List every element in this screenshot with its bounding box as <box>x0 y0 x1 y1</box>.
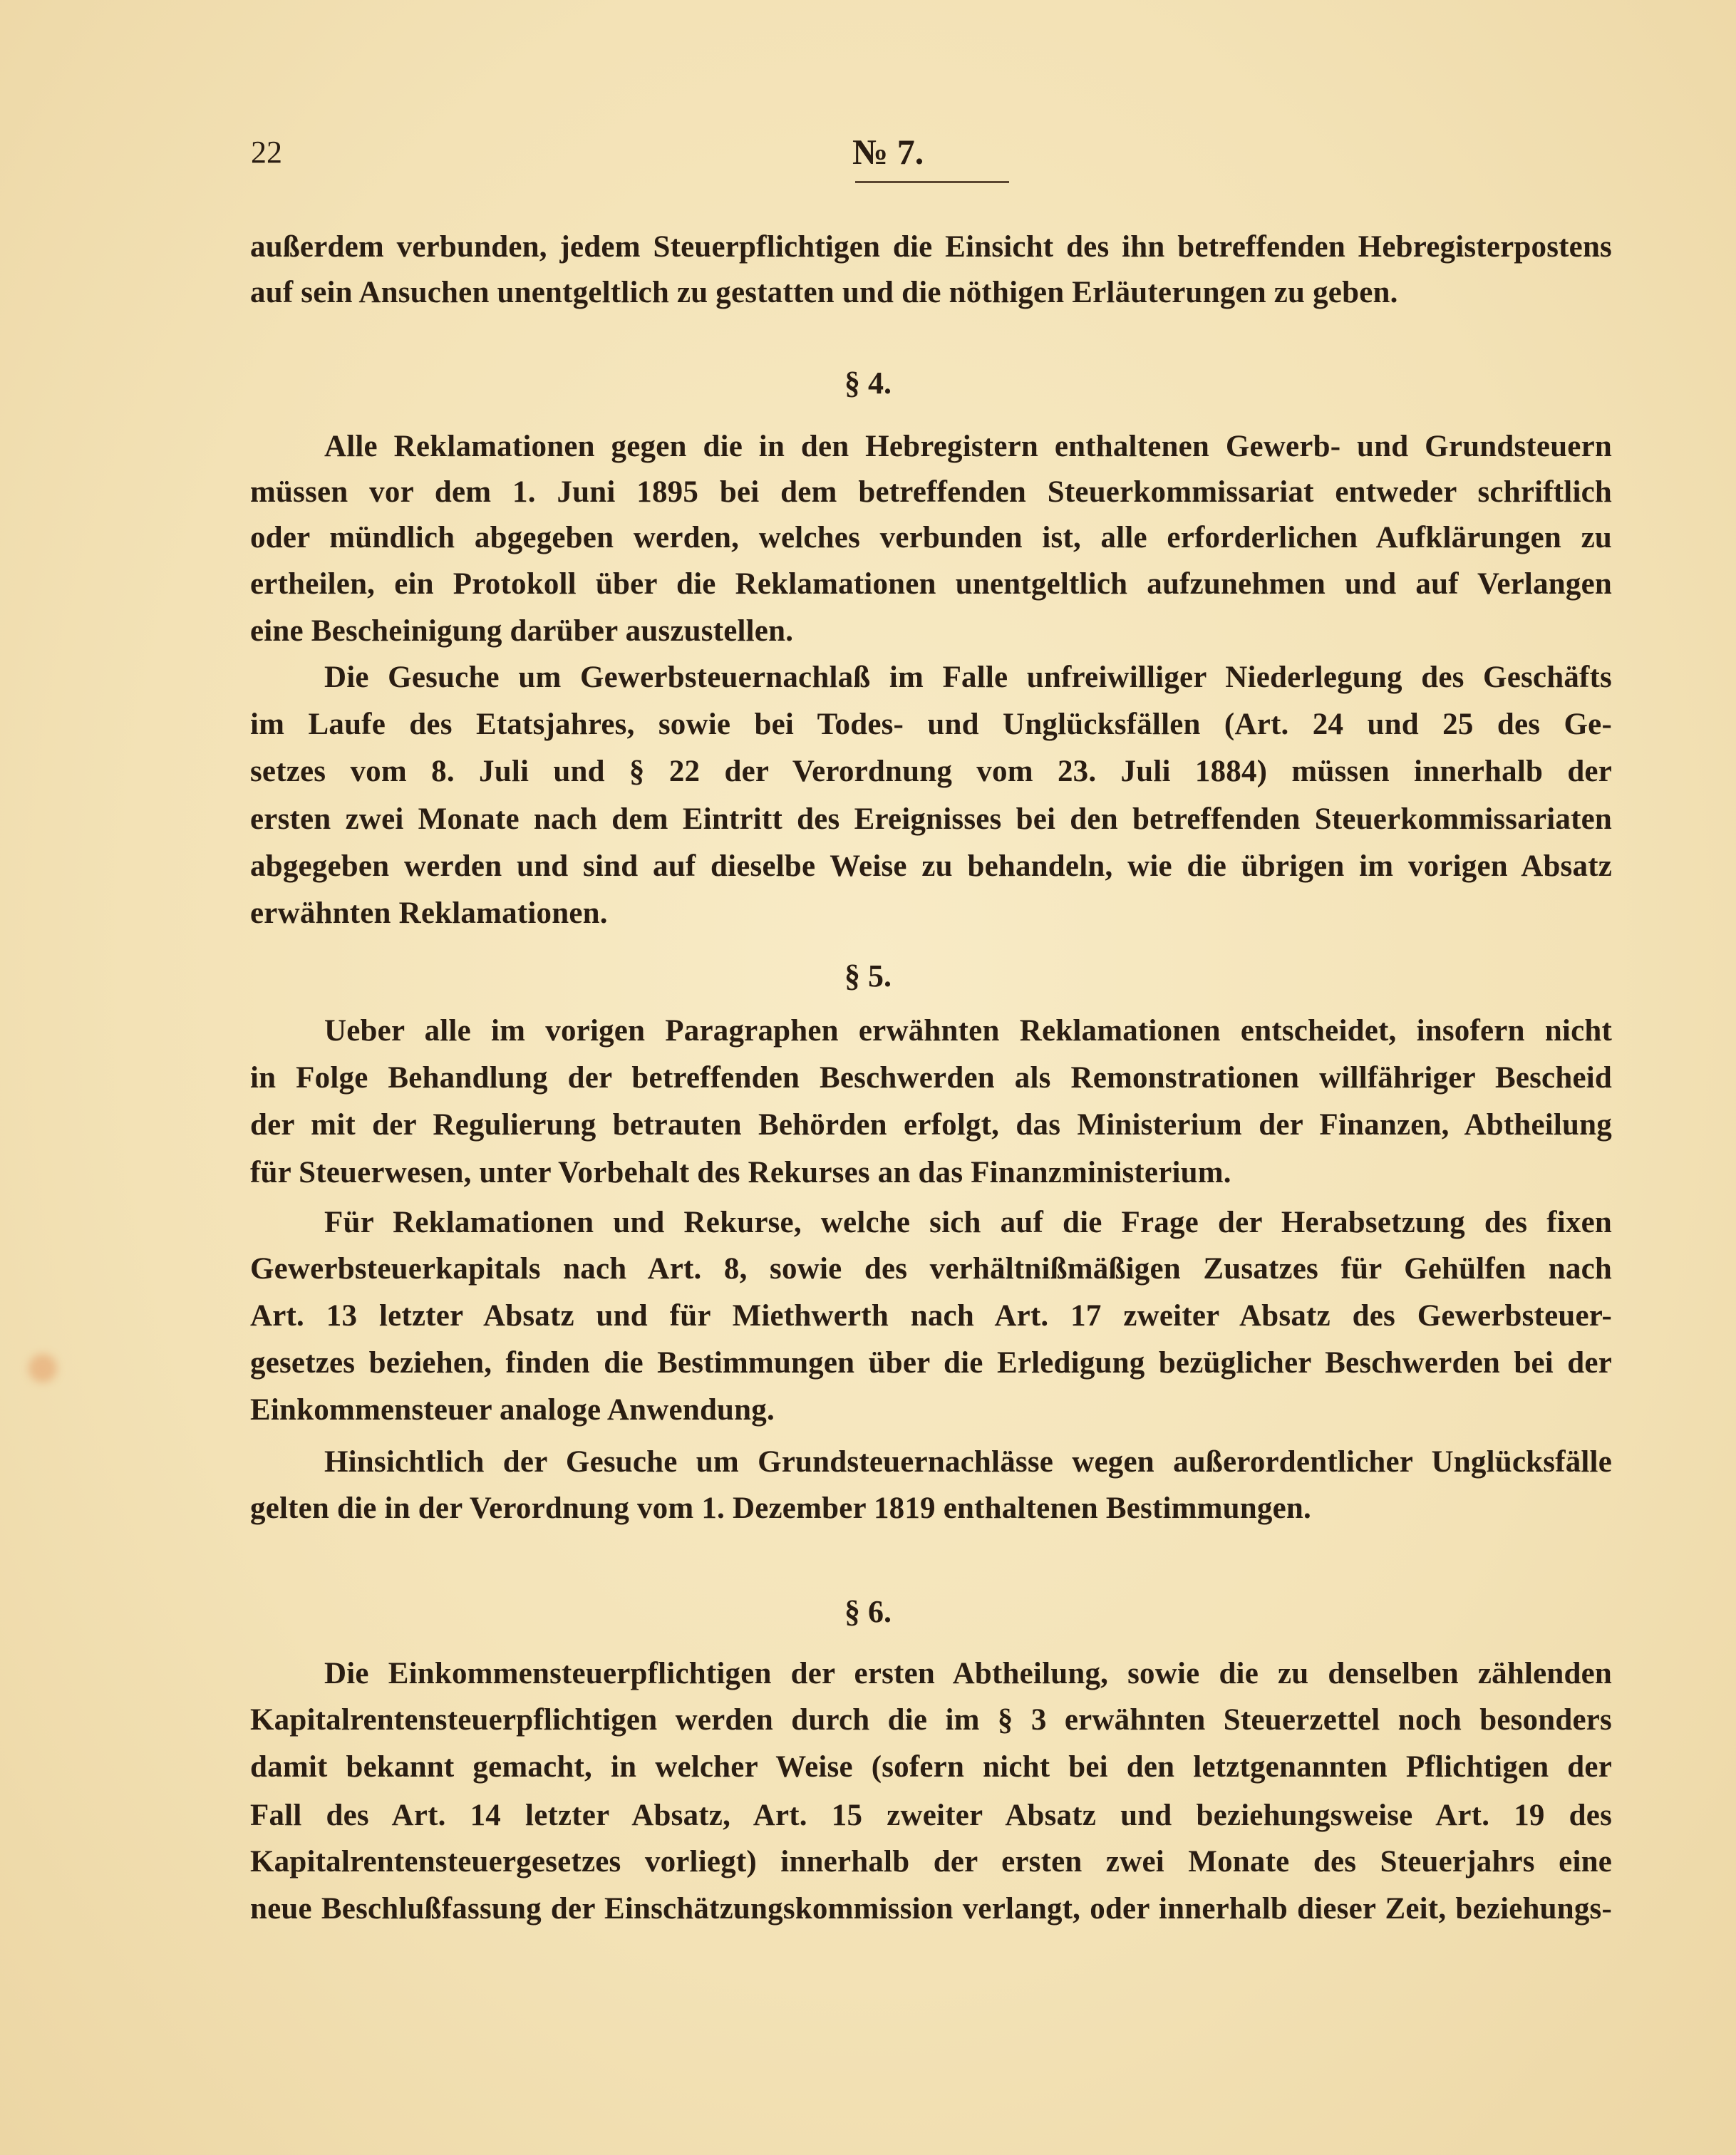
issue-number: № 7. <box>852 132 924 172</box>
text-line: Art. 13 letzter Absatz und für Miethwerth nach Art. 17 zweiter Absatz des Gewerbsteuer- <box>250 1299 1612 1333</box>
issue-underline <box>855 181 1009 183</box>
text-line: abgegeben werden und sind auf dieselbe Weise zu behandeln, wie die übrigen im vorigen Absatz <box>250 849 1612 883</box>
text-line: gelten die in der Verordnung vom 1. Dezember 1819 enthaltenen Bestimmungen. <box>250 1492 1311 1525</box>
text-line: im Laufe des Etatsjahres, sowie bei Todes- und Unglücksfällen (Art. 24 und 25 des Ge- <box>250 708 1612 741</box>
text-line: damit bekannt gemacht, in welcher Weise (sofern nicht bei den letztgenannten Pflichtigen der <box>250 1750 1612 1784</box>
text-line: oder mündlich abgegeben werden, welches verbunden ist, alle erforderlichen Aufklärungen zu <box>250 521 1612 554</box>
text-line: Fall des Art. 14 letzter Absatz, Art. 15 zweiter Absatz und beziehungsweise Art. 19 des <box>250 1799 1612 1832</box>
text-line: Für Reklamationen und Rekurse, welche sich auf die Frage der Herabsetzung des fixen <box>324 1206 1612 1239</box>
text-line: für Steuerwesen, unter Vorbehalt des Rekurses an das Finanzministerium. <box>250 1156 1231 1189</box>
section-heading: § 4. <box>844 366 892 400</box>
text-line: müssen vor dem 1. Juni 1895 bei dem betreffenden Steuerkommissariat entweder schriftlich <box>250 475 1612 509</box>
text-line: Ueber alle im vorigen Paragraphen erwähnten Reklamationen entscheidet, insofern nicht <box>324 1014 1612 1048</box>
text-line: Einkommensteuer analoge Anwendung. <box>250 1393 775 1427</box>
section-heading: § 6. <box>844 1594 892 1629</box>
text-line: neue Beschlußfassung der Einschätzungskommission verlangt, oder innerhalb dieser Zeit, beziehungs- <box>250 1892 1612 1926</box>
text-line: Kapitalrentensteuergesetzes vorliegt) innerhalb der ersten zwei Monate des Steuerjahrs eine <box>250 1845 1612 1878</box>
paper-stain <box>29 1354 57 1383</box>
text-line: auf sein Ansuchen unentgeltlich zu gestatten und die nöthigen Erläuterungen zu geben. <box>250 276 1398 309</box>
text-line: eine Bescheinigung darüber auszustellen. <box>250 614 794 648</box>
page-number: 22 <box>251 135 282 170</box>
text-line: Die Gesuche um Gewerbsteuernachlaß im Falle unfreiwilliger Niederlegung des Geschäfts <box>324 661 1612 694</box>
text-line: Die Einkommensteuerpflichtigen der ersten Abtheilung, sowie die zu denselben zählenden <box>324 1657 1612 1690</box>
text-line: gesetzes beziehen, finden die Bestimmungen über die Erledigung bezüglicher Beschwerden bei der <box>250 1346 1612 1380</box>
text-line: erwähnten Reklamationen. <box>250 896 608 930</box>
text-line: der mit der Regulierung betrauten Behörden erfolgt, das Ministerium der Finanzen, Abtheilung <box>250 1108 1612 1142</box>
text-line: in Folge Behandlung der betreffenden Beschwerden als Remonstrationen willfähriger Bescheid <box>250 1061 1612 1095</box>
text-line: ersten zwei Monate nach dem Eintritt des Ereignisses bei den betreffenden Steuerkommissariaten <box>250 802 1612 836</box>
section-heading: § 5. <box>844 958 892 993</box>
text-line: ertheilen, ein Protokoll über die Reklamationen unentgeltlich aufzunehmen und auf Verlangen <box>250 567 1612 601</box>
text-line: Gewerbsteuerkapitals nach Art. 8, sowie des verhältnißmäßigen Zusatzes für Gehülfen nach <box>250 1252 1612 1286</box>
text-line: Kapitalrentensteuerpflichtigen werden durch die im § 3 erwähnten Steuerzettel noch besonders <box>250 1703 1612 1737</box>
text-line: außerdem verbunden, jedem Steuerpflichtigen die Einsicht des ihn betreffenden Hebregisterpostens <box>250 230 1612 264</box>
text-line: Alle Reklamationen gegen die in den Hebregistern enthaltenen Gewerb- und Grundsteuern <box>324 430 1612 463</box>
text-line: Hinsichtlich der Gesuche um Grundsteuernachlässe wegen außerordentlicher Unglücksfälle <box>324 1445 1612 1479</box>
text-line: setzes vom 8. Juli und § 22 der Verordnung vom 23. Juli 1884) müssen innerhalb der <box>250 755 1612 788</box>
